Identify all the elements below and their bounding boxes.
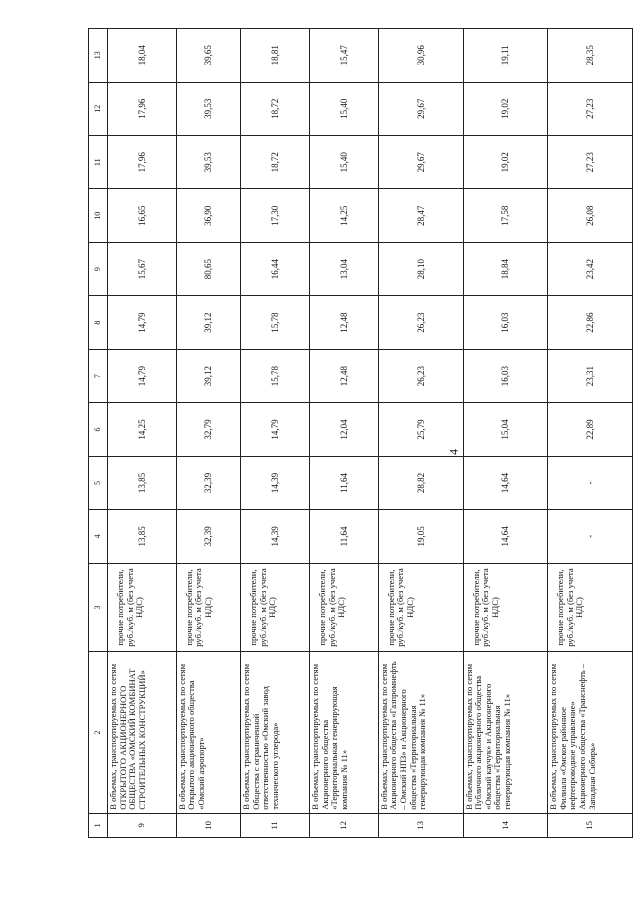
tariff-value: 15,47 bbox=[309, 29, 378, 83]
row-number: 13 bbox=[378, 813, 463, 837]
tariff-value: 29,67 bbox=[378, 136, 463, 189]
row-description: В объемах, транспортируемых по сетям Открытого акционерного общества «Омский аэропорт» bbox=[176, 652, 240, 813]
tariff-value: 14,64 bbox=[463, 456, 548, 509]
tariff-value: 18,72 bbox=[241, 82, 310, 135]
tariff-value: 22,89 bbox=[548, 403, 633, 456]
tariff-value: 28,47 bbox=[378, 189, 463, 242]
row-number: 15 bbox=[548, 813, 633, 837]
table-row bbox=[463, 29, 548, 838]
tariff-value: 14,79 bbox=[241, 403, 310, 456]
column-number-header: 12 bbox=[89, 82, 108, 135]
tariff-value: 22,86 bbox=[548, 296, 633, 349]
tariff-value: 19,02 bbox=[463, 136, 548, 189]
tariff-value: 39,12 bbox=[176, 349, 240, 402]
row-description: В объемах, транспортируемых по сетям Акционерного общества «Территориальная генерирующая компания № 11» bbox=[309, 652, 378, 813]
tariff-value: 12,48 bbox=[309, 349, 378, 402]
tariff-value: 16,65 bbox=[108, 189, 177, 242]
tariff-value: 17,96 bbox=[108, 82, 177, 135]
tariff-value: 14,25 bbox=[309, 189, 378, 242]
tariff-value: 16,03 bbox=[463, 296, 548, 349]
row-description: В объемах, транспортируемых по сетям ОТКРЫТОГО АКЦИОНЕРНОГО ОБЩЕСТВА «ОМСКИЙ КОМБИНАТ СТРОИТЕЛЬНЫХ КОНСТРУКЦИЙ» bbox=[108, 652, 177, 813]
column-number-header: 11 bbox=[89, 136, 108, 189]
row-number: 9 bbox=[108, 813, 177, 837]
tariff-value: 25,79 bbox=[378, 403, 463, 456]
tariff-value: 17,30 bbox=[241, 189, 310, 242]
tariff-value: 19,11 bbox=[463, 29, 548, 83]
row-description: В объемах, транспортируемых по сетям Публичного акционерного общества «Омский каучук» и Акционерного общества «Территориальная генерирующая компания № 11» bbox=[463, 652, 548, 813]
tariff-value: 18,04 bbox=[108, 29, 177, 83]
tariff-value: 14,25 bbox=[108, 403, 177, 456]
tariff-value: 23,31 bbox=[548, 349, 633, 402]
table-row bbox=[176, 29, 240, 838]
row-description: В объемах, транспортируемых по сетям Акционерного общества «Газпромнефть – Омский НПЗ» и Акционерного общества «Территориальная генерирующая компания № 11» bbox=[378, 652, 463, 813]
tariff-value: 18,84 bbox=[463, 242, 548, 295]
tariff-value: 39,53 bbox=[176, 82, 240, 135]
tariff-value: 18,72 bbox=[241, 136, 310, 189]
tariff-table bbox=[88, 28, 633, 838]
tariff-value: 15,40 bbox=[309, 82, 378, 135]
column-number-header: 9 bbox=[89, 242, 108, 295]
tariff-value: 39,12 bbox=[176, 296, 240, 349]
tariff-value: 11,64 bbox=[309, 456, 378, 509]
table-body bbox=[89, 29, 633, 838]
row-number: 12 bbox=[309, 813, 378, 837]
tariff-value: 26,23 bbox=[378, 296, 463, 349]
tariff-value: 15,40 bbox=[309, 136, 378, 189]
tariff-value: 27,23 bbox=[548, 136, 633, 189]
tariff-value: 12,48 bbox=[309, 296, 378, 349]
row-unit: прочие потребители, руб./куб. м (без учета НДС) bbox=[108, 563, 177, 652]
tariff-value: 39,53 bbox=[176, 136, 240, 189]
tariff-value: 13,85 bbox=[108, 510, 177, 563]
tariff-value: 32,39 bbox=[176, 510, 240, 563]
row-unit: прочие потребители, руб./куб. м (без учета НДС) bbox=[548, 563, 633, 652]
tariff-value: 13,85 bbox=[108, 456, 177, 509]
tariff-value: 27,23 bbox=[548, 82, 633, 135]
tariff-value: 15,78 bbox=[241, 349, 310, 402]
column-number-header: 3 bbox=[89, 563, 108, 652]
column-number-header: 10 bbox=[89, 189, 108, 242]
tariff-value: 14,39 bbox=[241, 510, 310, 563]
tariff-value: 36,90 bbox=[176, 189, 240, 242]
row-unit: прочие потребители, руб./куб. м (без учета НДС) bbox=[309, 563, 378, 652]
tariff-value: 28,82 bbox=[378, 456, 463, 509]
tariff-value: 32,79 bbox=[176, 403, 240, 456]
row-description: В объемах, транспортируемых по сетям Общества с ограниченной ответственностью «Омский завод технического углерода» bbox=[241, 652, 310, 813]
tariff-value: 16,44 bbox=[241, 242, 310, 295]
tariff-value: 13,04 bbox=[309, 242, 378, 295]
header-row bbox=[89, 29, 108, 838]
tariff-value: - bbox=[548, 456, 633, 509]
tariff-value: 29,67 bbox=[378, 82, 463, 135]
tariff-value: 28,10 bbox=[378, 242, 463, 295]
page-number: 4 bbox=[446, 449, 461, 455]
tariff-value: 12,04 bbox=[309, 403, 378, 456]
tariff-value: 18,81 bbox=[241, 29, 310, 83]
tariff-value: 11,64 bbox=[309, 510, 378, 563]
row-description: В объемах, транспортируемых по сетям Филиала «Омское районное нефтепроводное управление» Акционерного общества «Транснефть – Западная Сибирь» bbox=[548, 652, 633, 813]
column-number-header: 8 bbox=[89, 296, 108, 349]
tariff-value: 15,67 bbox=[108, 242, 177, 295]
tariff-value: 16,03 bbox=[463, 349, 548, 402]
row-unit: прочие потребители, руб./куб. м (без учета НДС) bbox=[463, 563, 548, 652]
row-unit: прочие потребители, руб./куб. м (без учета НДС) bbox=[241, 563, 310, 652]
column-number-header: 5 bbox=[89, 456, 108, 509]
row-unit: прочие потребители, руб./куб. м (без учета НДС) bbox=[378, 563, 463, 652]
column-number-header: 7 bbox=[89, 349, 108, 402]
tariff-value: 19,02 bbox=[463, 82, 548, 135]
tariff-value: 26,23 bbox=[378, 349, 463, 402]
tariff-value: 14,64 bbox=[463, 510, 548, 563]
tariff-value: - bbox=[548, 510, 633, 563]
tariff-value: 19,05 bbox=[378, 510, 463, 563]
table-row bbox=[378, 29, 463, 838]
tariff-value: 30,96 bbox=[378, 29, 463, 83]
tariff-value: 17,58 bbox=[463, 189, 548, 242]
tariff-value: 80,65 bbox=[176, 242, 240, 295]
table-row bbox=[108, 29, 177, 838]
tariff-value: 14,79 bbox=[108, 349, 177, 402]
tariff-value: 17,96 bbox=[108, 136, 177, 189]
tariff-value: 26,08 bbox=[548, 189, 633, 242]
tariff-value: 14,39 bbox=[241, 456, 310, 509]
tariff-value: 39,65 bbox=[176, 29, 240, 83]
table-row bbox=[309, 29, 378, 838]
row-number: 10 bbox=[176, 813, 240, 837]
tariff-value: 15,78 bbox=[241, 296, 310, 349]
row-number: 14 bbox=[463, 813, 548, 837]
column-number-header: 13 bbox=[89, 29, 108, 83]
tariff-value: 15,04 bbox=[463, 403, 548, 456]
column-number-header: 2 bbox=[89, 652, 108, 813]
tariff-value: 14,79 bbox=[108, 296, 177, 349]
row-unit: прочие потребители, руб./куб. м (без учета НДС) bbox=[176, 563, 240, 652]
column-number-header: 1 bbox=[89, 813, 108, 837]
tariff-value: 28,35 bbox=[548, 29, 633, 83]
column-number-header: 6 bbox=[89, 403, 108, 456]
table-row bbox=[548, 29, 633, 838]
table-row bbox=[241, 29, 310, 838]
tariff-value: 23,42 bbox=[548, 242, 633, 295]
tariff-value: 32,39 bbox=[176, 456, 240, 509]
rotated-table-container bbox=[88, 28, 633, 838]
column-number-header: 4 bbox=[89, 510, 108, 563]
row-number: 11 bbox=[241, 813, 310, 837]
